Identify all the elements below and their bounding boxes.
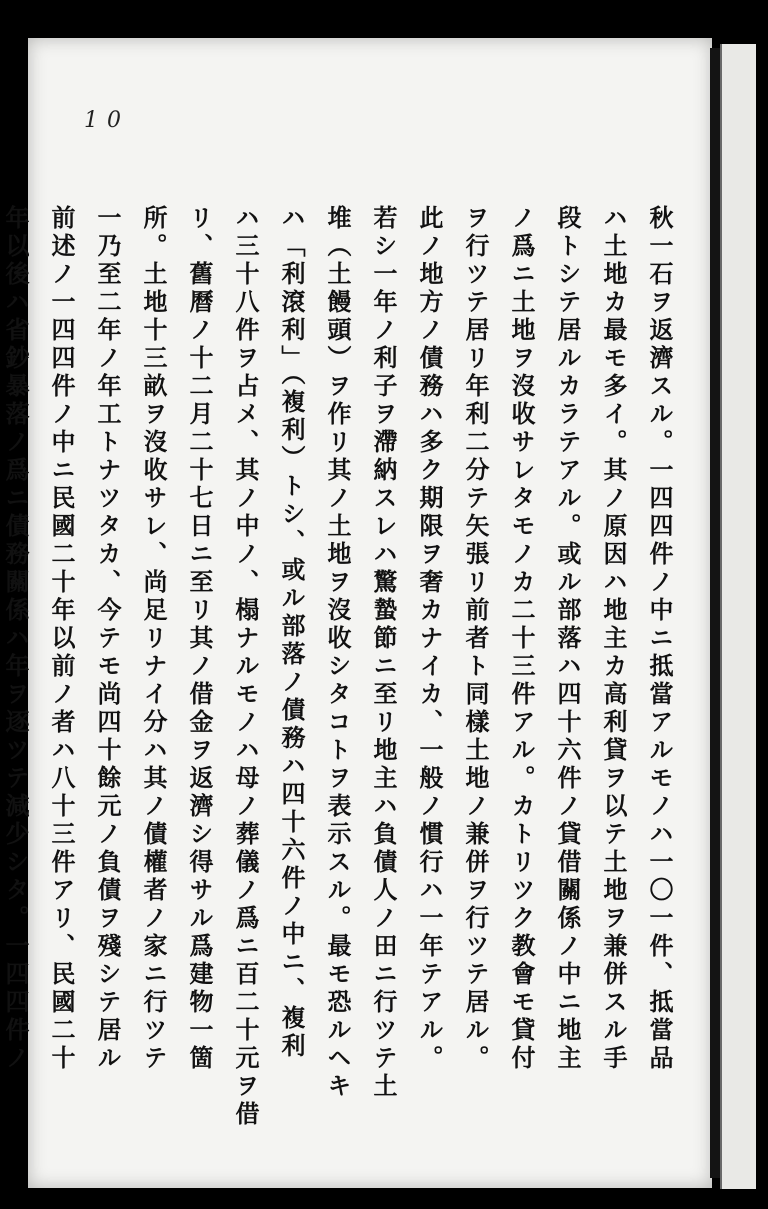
text-line: 前述ノ一四四件ノ中ニ民國二十年以前ノ者ハ八十三件アリ、民國二十 (47, 205, 76, 1073)
vertical-text-block (1, 205, 682, 1129)
text-line: ヲ行ツテ居リ年利二分テ矢張リ前者ト同樣土地ノ兼併ヲ行ツテ居ル。 (461, 205, 490, 1073)
text-line: 此ノ地方ノ債務ハ多ク期限ヲ奢カナイカ、一般ノ慣行ハ一年テアル。 (415, 205, 444, 1073)
text-line: 一乃至二年ノ年工トナツタカ、今テモ尚四十餘元ノ負債ヲ殘シテ居ル (93, 205, 122, 1073)
page-edge (720, 44, 756, 1189)
text-line: ハ「利滾利」（複利）トシ、或ル部落ノ債務ハ四十六件ノ中ニ、複利 (277, 205, 306, 1061)
text-line: リ、舊曆ノ十二月二十七日ニ至リ其ノ借金ヲ返濟シ得サル爲建物一箇 (185, 205, 214, 1073)
text-line: 所。土地十三畝ヲ沒收サレ、尚足リナイ分ハ其ノ債權者ノ家ニ行ツテ (139, 205, 168, 1073)
text-line: 若シ一年ノ利子ヲ滯納スレハ驚蟄節ニ至リ地主ハ負債人ノ田ニ行ツテ土 (369, 205, 398, 1101)
page-number: 1 0 (84, 108, 122, 133)
text-line: ハ土地カ最モ多イ。其ノ原因ハ地主カ高利貸ヲ以テ土地ヲ兼併スル手 (599, 205, 628, 1073)
text-line: 堆（土饅頭）ヲ作リ其ノ土地ヲ沒收シタコトヲ表示スル。最モ恐ルヘキ (323, 205, 352, 1101)
text-line: ノ爲ニ土地ヲ沒收サレタモノカ二十三件アル。カトリツク教會モ貸付 (507, 205, 536, 1073)
book-spine (710, 48, 720, 1178)
text-line: 秋一石ヲ返濟スル。一四四件ノ中ニ抵當アルモノハ一〇一件、抵當品 (645, 205, 674, 1073)
text-line: 段トシテ居ルカラテアル。或ル部落ハ四十六件ノ貸借關係ノ中ニ地主 (553, 205, 582, 1073)
text-line: ハ三十八件ヲ占メ、其ノ中ノ、榻ナルモノハ母ノ葬儀ノ爲ニ百二十元ヲ借 (231, 205, 260, 1129)
text-line: 年以後ハ省鈔暴落ノ爲ニ債務關係ハ年ヲ逐ツテ減少シタ。一四四件ノ (1, 205, 30, 1073)
